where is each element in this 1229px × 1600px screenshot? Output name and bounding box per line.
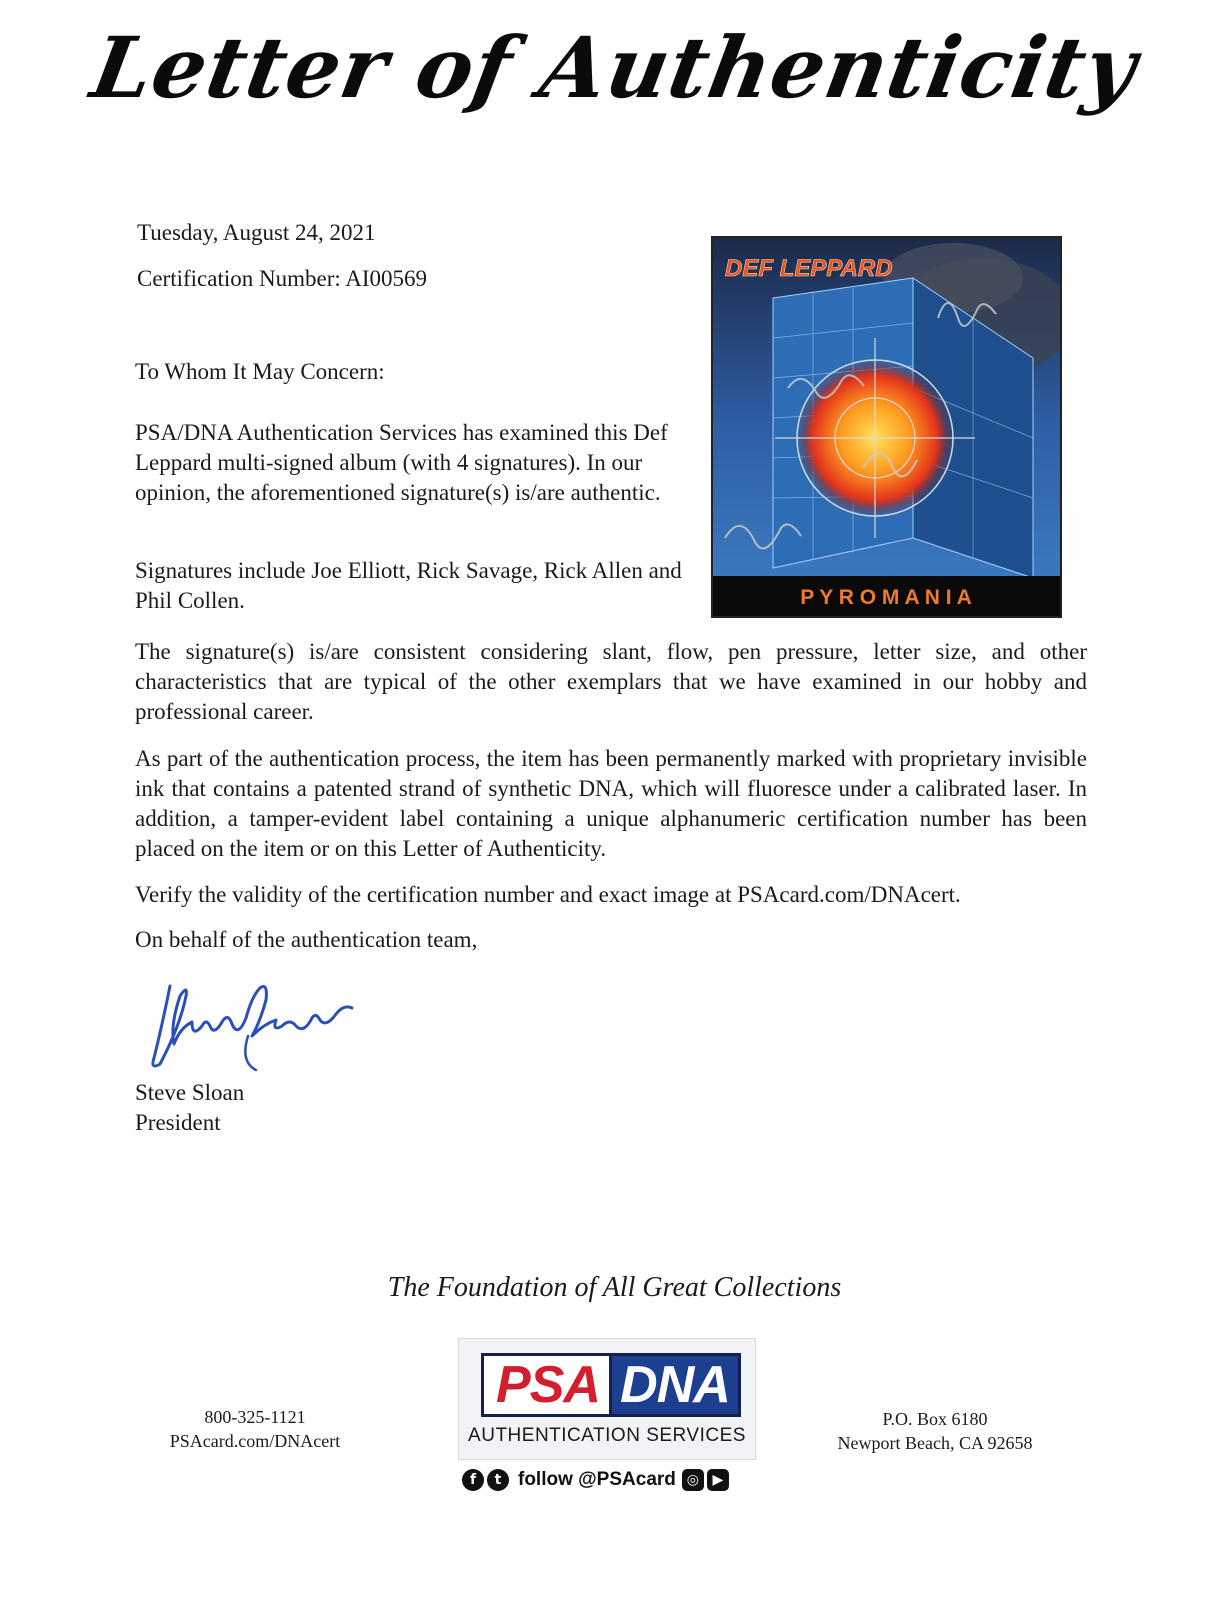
youtube-icon[interactable]: ▶ — [707, 1469, 729, 1491]
paragraph-examined: PSA/DNA Authentication Services has examined this Def Leppard multi-signed album (with 4 signatures). In our opinion, the aforementioned signature(s) is/are authentic. — [135, 420, 668, 505]
contact-left — [140, 1405, 370, 1453]
certification-number: Certification Number: AI00569 — [137, 266, 427, 291]
letter-title: Letter of Authenticity — [84, 18, 1145, 117]
address-line-2: Newport Beach, CA 92658 — [837, 1433, 1033, 1453]
band-logo: DEF LEPPARD — [725, 255, 893, 282]
signer-title: President — [135, 1110, 221, 1135]
twitter-icon[interactable]: t — [487, 1469, 509, 1491]
album-title: P Y R O M A N I A — [800, 586, 972, 609]
psa-dna-logo — [458, 1338, 756, 1460]
logo-subtitle: AUTHENTICATION SERVICES — [468, 1425, 746, 1446]
album-cover-art — [713, 238, 1060, 616]
contact-right — [820, 1407, 1050, 1455]
phone-number: 800-325-1121 — [204, 1407, 306, 1427]
logo-psa-text: PSA — [481, 1353, 615, 1417]
salutation: To Whom It May Concern: — [135, 359, 385, 384]
facebook-icon[interactable]: f — [462, 1469, 484, 1491]
instagram-icon[interactable]: ◎ — [682, 1469, 704, 1491]
logo-dna-text: DNA — [609, 1353, 741, 1417]
paragraph-closing: On behalf of the authentication team, — [135, 927, 478, 952]
paragraph-consistency: The signature(s) is/are consistent considering slant, flow, pen pressure, letter size, and other characteristics that are typical of the other exemplars that we have examined in our hobby and professional career. — [135, 639, 1087, 724]
social-follow-bar — [462, 1469, 762, 1499]
album-photo — [711, 236, 1062, 618]
paragraph-verify: Verify the validity of the certification number and exact image at PSAcard.com/DNAcert. — [135, 882, 961, 907]
address-line-1: P.O. Box 6180 — [882, 1409, 988, 1429]
social-handle[interactable]: follow @PSAcard — [518, 1469, 676, 1490]
signer-name: Steve Sloan — [135, 1080, 245, 1105]
tagline: The Foundation of All Great Collections — [387, 1272, 842, 1303]
paragraph-process: As part of the authentication process, the item has been permanently marked with proprietary invisible ink that contains a patented strand of synthetic DNA, which will fluoresce under a calibrated laser. In addition, a tamper-evident label containing a unique alphanumeric certification number has been placed on the item or on this Letter of Authenticity. — [135, 746, 1087, 861]
letter-date: Tuesday, August 24, 2021 — [137, 220, 376, 245]
handwritten-signature — [140, 966, 370, 1076]
website-link[interactable]: PSAcard.com/DNAcert — [169, 1431, 341, 1451]
paragraph-signers: Signatures include Joe Elliott, Rick Savage, Rick Allen and Phil Collen. — [135, 558, 682, 613]
